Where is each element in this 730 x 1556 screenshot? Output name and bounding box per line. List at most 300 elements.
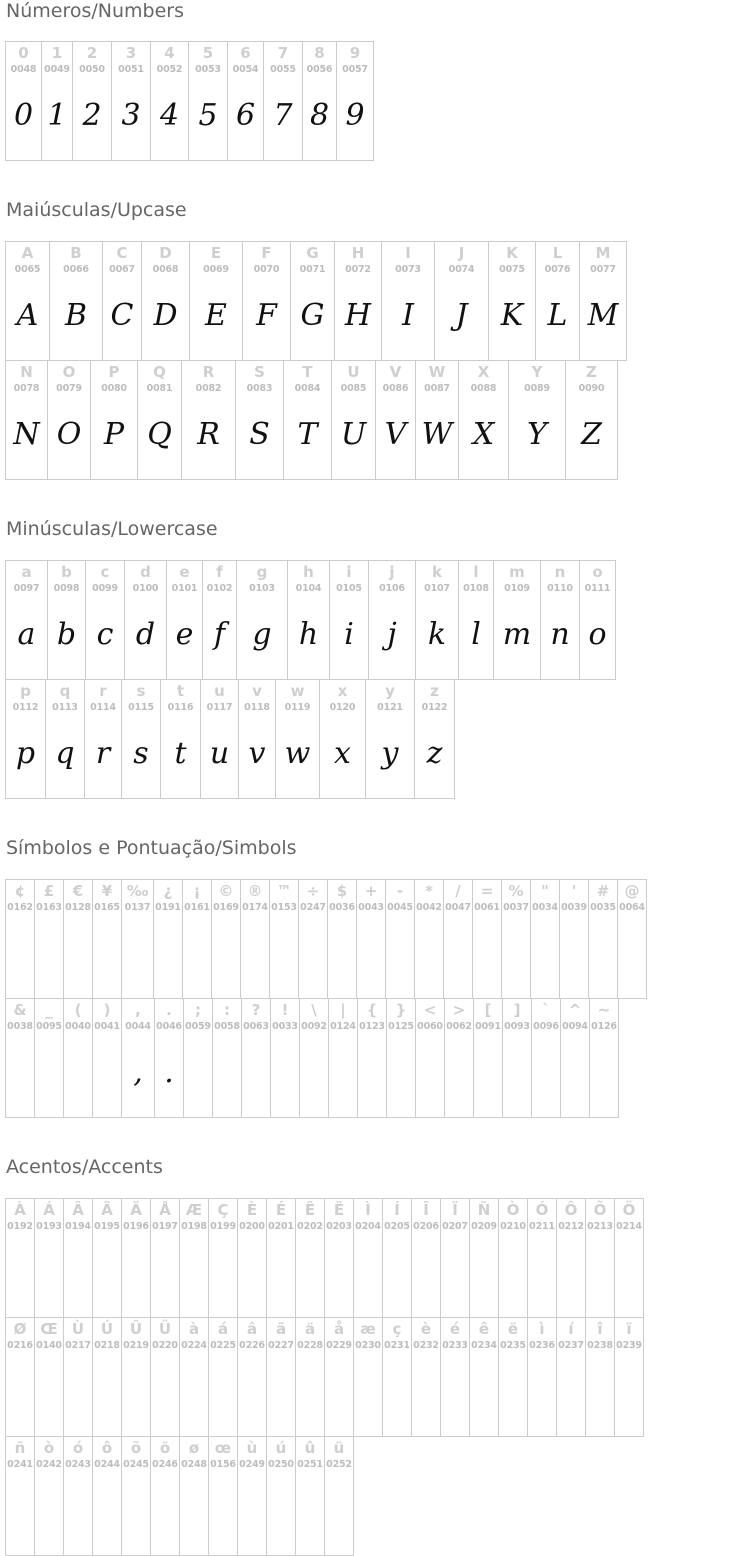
char-code: 0102 [206,583,233,594]
glyph-cell [327,879,357,999]
font-glyph-sample: m [502,617,532,652]
font-glyph-sample: l [471,617,481,652]
glyph-cell [34,1436,64,1556]
glyph-cell [270,998,300,1118]
char-code: 0036 [329,902,355,913]
glyph-cell [585,1317,615,1437]
reference-char: ã [275,1320,287,1338]
reference-char: a [21,563,32,581]
font-glyph-sample: p [15,736,36,771]
char-code: 0078 [13,383,40,394]
char-code: 0234 [471,1340,497,1351]
reference-char: | [340,1001,346,1019]
char-code: 0076 [544,264,571,275]
glyph-cell [241,998,271,1118]
font-glyph-sample: X [472,417,495,452]
reference-char: ü [333,1439,345,1457]
glyph-cell [179,1436,209,1556]
font-glyph-sample: A [16,298,39,333]
reference-char: ¢ [14,882,26,900]
glyph-cell [72,41,112,161]
char-code: 0055 [270,64,296,75]
reference-char: r [99,682,107,700]
glyph-cell [269,879,299,999]
glyph-cell [141,241,190,361]
char-code: 0094 [562,1021,588,1032]
char-code: 0048 [10,64,37,75]
reference-char: _ [45,1001,53,1019]
font-glyph-sample: F [256,298,277,333]
reference-char: , [135,1001,141,1019]
char-code: 0123 [359,1021,385,1032]
char-code: 0211 [529,1221,555,1232]
glyph-cell [121,1198,151,1318]
char-code: 0064 [619,902,645,913]
reference-char: & [13,1001,27,1019]
glyph-cell [237,1198,267,1318]
reference-char: ¥ [101,882,113,900]
reference-char: Ê [304,1201,316,1219]
char-code: 0245 [123,1459,149,1470]
reference-char: Æ [185,1201,203,1219]
reference-char: Á [43,1201,55,1219]
font-glyph-sample: a [17,617,36,652]
char-code: 0174 [242,902,268,913]
reference-char: Å [159,1201,171,1219]
char-code: 0198 [181,1221,207,1232]
reference-char: ó [72,1439,84,1457]
reference-char: 9 [349,44,361,62]
char-code: 0073 [395,264,421,275]
glyph-cell [208,1317,238,1437]
char-code: 0163 [36,902,62,913]
reference-char: æ [360,1320,376,1338]
glyph-cell [565,360,618,480]
font-glyph-sample: Z [581,417,602,452]
glyph-cell [540,560,580,680]
reference-char: 5 [202,44,214,62]
glyph-cell [275,679,320,799]
font-glyph-sample: N [13,417,40,452]
char-code: 0126 [591,1021,617,1032]
reference-char: ] [513,1001,521,1019]
char-code: 0090 [578,383,605,394]
glyph-cell [5,1198,35,1318]
char-code: 0156 [210,1459,236,1470]
char-code: 0054 [232,64,259,75]
glyph-cell [179,1317,209,1437]
reference-char: ò [43,1439,55,1457]
glyph-cell [121,679,161,799]
char-code: 0124 [330,1021,356,1032]
glyph-cell [357,998,387,1118]
reference-char: Ú [100,1320,114,1338]
char-code: 0058 [214,1021,240,1032]
char-code: 0103 [249,583,275,594]
reference-char: È [246,1201,258,1219]
reference-char: E [210,244,222,262]
section-title-accents: Acentos/Accents [6,1156,163,1178]
reference-char: © [218,882,234,900]
glyph-cell [227,41,264,161]
glyph-row [5,41,373,161]
char-code: 0191 [155,902,181,913]
reference-char: ö [159,1439,171,1457]
reference-char: 8 [314,44,325,62]
char-code: 0217 [65,1340,91,1351]
glyph-cell [559,879,589,999]
glyph-cell [356,879,386,999]
reference-char: õ [130,1439,142,1457]
font-glyph-sample: 0 [13,98,34,133]
char-code: 0080 [101,383,127,394]
char-code: 0197 [152,1221,178,1232]
glyph-cell [92,1436,122,1556]
font-glyph-sample: J [455,298,468,333]
glyph-cell [382,1317,412,1437]
glyph-cell [5,1317,35,1437]
char-code: 0243 [65,1459,91,1470]
font-glyph-sample: 8 [309,98,330,133]
reference-char: J [458,244,465,262]
glyph-cell [5,241,50,361]
glyph-cell [440,1198,470,1318]
glyph-cell [414,679,455,799]
reference-char: w [290,682,305,700]
char-code: 0051 [118,64,144,75]
char-code: 0209 [471,1221,497,1232]
reference-char: œ [214,1439,232,1457]
char-code: 0239 [616,1340,642,1351]
font-glyph-sample: u [209,736,230,771]
glyph-row [5,679,454,799]
reference-char: ë [507,1320,519,1338]
glyph-cell [263,41,303,161]
char-code: 0101 [171,583,198,594]
char-code: 0230 [355,1340,381,1351]
glyph-cell [295,1436,325,1556]
glyph-cell [469,1198,499,1318]
glyph-cell [444,998,474,1118]
char-code: 0052 [156,64,183,75]
char-code: 0226 [239,1340,265,1351]
glyph-cell [150,1317,180,1437]
char-code: 0097 [13,583,40,594]
char-code: 0200 [239,1221,265,1232]
glyph-cell [63,879,93,999]
font-glyph-sample: 5 [198,98,218,133]
reference-char: L [552,244,563,262]
reference-char: ; [195,1001,201,1019]
reference-char: ® [247,882,263,900]
section-title-numbers: Números/Numbers [6,0,184,22]
font-glyph-sample: O [56,417,82,452]
reference-char: ì [539,1320,545,1338]
glyph-cell [235,360,284,480]
char-code: 0075 [499,264,525,275]
char-code: 0057 [342,64,368,75]
reference-char: ¿ [163,882,173,900]
reference-char: ú [275,1439,287,1457]
glyph-cell [242,241,291,361]
glyph-cell [324,1317,354,1437]
glyph-cell [45,679,85,799]
char-code: 0241 [7,1459,33,1470]
glyph-row [5,998,618,1118]
char-code: 0065 [14,264,41,275]
reference-char: ¡ [193,882,201,900]
reference-char: S [254,363,265,381]
reference-char: D [159,244,172,262]
char-code: 0229 [326,1340,352,1351]
glyph-cell [208,1436,238,1556]
glyph-cell [85,560,125,680]
glyph-row [5,1198,643,1318]
glyph-cell [92,1317,122,1437]
glyph-cell [63,998,93,1118]
font-glyph-sample: n [550,617,570,652]
glyph-cell [415,998,445,1118]
char-code: 0060 [417,1021,443,1032]
reference-char: % [508,882,524,900]
char-code: 0056 [306,64,333,75]
font-glyph-sample: f [213,617,226,652]
char-code: 0216 [7,1340,33,1351]
reference-char: A [21,244,34,262]
reference-char: ‰ [126,882,149,900]
glyph-cell [5,1436,35,1556]
char-code: 0224 [181,1340,207,1351]
char-code: 0121 [377,702,403,713]
font-glyph-sample: y [381,736,399,771]
glyph-cell [84,679,122,799]
reference-char: k [432,563,442,581]
reference-char: Ã [101,1201,113,1219]
char-code: 0238 [587,1340,613,1351]
glyph-cell [440,1317,470,1437]
glyph-cell [295,1198,325,1318]
glyph-cell [501,879,531,999]
glyph-cell [535,241,580,361]
char-code: 0219 [123,1340,149,1351]
reference-char: é [449,1320,461,1338]
reference-char: 0 [18,44,29,62]
char-code: 0113 [52,702,78,713]
glyph-cell [473,998,503,1118]
font-glyph-sample: c [96,617,114,652]
font-glyph-sample: E [205,298,227,333]
glyph-cell [319,679,366,799]
glyph-cell [49,241,103,361]
char-code: 0248 [181,1459,207,1470]
reference-char: \ [311,1001,317,1019]
reference-char: b [61,563,72,581]
font-glyph-sample: e [175,617,194,652]
reference-char: ñ [14,1439,26,1457]
char-code: 0232 [413,1340,439,1351]
glyph-cell [266,1436,296,1556]
char-code: 0206 [413,1221,439,1232]
char-code: 0100 [132,583,159,594]
glyph-cell [160,679,201,799]
font-glyph-sample: s [133,736,149,771]
char-code: 0109 [504,583,530,594]
char-code: 0047 [445,902,471,913]
reference-char: x [337,682,348,700]
glyph-cell [385,879,415,999]
glyph-cell [92,879,122,999]
reference-char: Ñ [477,1201,491,1219]
glyph-cell [283,360,332,480]
font-glyph-sample: T [297,417,318,452]
reference-char: Ç [217,1201,229,1219]
glyph-cell [188,41,228,161]
char-code: 0046 [156,1021,182,1032]
reference-char: N [20,363,33,381]
glyph-cell [579,560,616,680]
font-glyph-sample: v [248,736,266,771]
font-glyph-sample: K [500,298,524,333]
reference-char: + [364,882,378,900]
font-glyph-sample: D [153,298,178,333]
char-code: 0220 [152,1340,178,1351]
font-glyph-sample: i [344,617,354,652]
glyph-cell [121,879,154,999]
reference-char: ) [103,1001,111,1019]
char-code: 0214 [616,1221,642,1232]
reference-char: Œ [40,1320,58,1338]
reference-char: à [188,1320,200,1338]
glyph-cell [150,1436,180,1556]
glyph-cell [469,1317,499,1437]
reference-char: I [405,244,411,262]
reference-char: 6 [240,44,251,62]
font-glyph-sample: R [197,417,220,452]
glyph-row [5,879,646,999]
font-glyph-sample: 7 [273,98,293,133]
char-code: 0116 [167,702,194,713]
reference-char: $ [336,882,348,900]
glyph-cell [458,360,509,480]
glyph-cell [208,1198,238,1318]
reference-char: ™ [276,882,292,900]
char-code: 0195 [94,1221,120,1232]
reference-char: è [420,1320,432,1338]
char-code: 0111 [584,583,611,594]
char-code: 0233 [442,1340,468,1351]
glyph-cell [189,241,243,361]
glyph-cell [200,679,239,799]
glyph-cell [63,1317,93,1437]
reference-char: h [303,563,314,581]
glyph-cell [614,1198,644,1318]
char-code: 0251 [297,1459,323,1470]
char-code: 0218 [94,1340,120,1351]
char-code: 0235 [500,1340,526,1351]
font-glyph-sample: P [103,417,125,452]
char-code: 0250 [268,1459,294,1470]
reference-char: Ë [333,1201,345,1219]
glyph-cell [302,41,337,161]
glyph-cell [287,560,330,680]
reference-char: n [554,563,566,581]
glyph-cell [498,1317,528,1437]
font-glyph-sample: L [547,298,568,333]
glyph-cell [415,560,459,680]
char-code: 0083 [246,383,273,394]
reference-char: e [179,563,190,581]
char-code: 0088 [470,383,497,394]
reference-char: 1 [51,44,63,62]
reference-char: 2 [86,44,98,62]
glyph-cell [182,879,212,999]
font-glyph-sample: Y [527,417,547,452]
reference-char: ! [281,1001,289,1019]
reference-char: Ì [365,1201,371,1219]
reference-char: É [275,1201,287,1219]
char-code: 0062 [446,1021,472,1032]
reference-char: U [347,363,360,381]
reference-char: ä [304,1320,316,1338]
font-glyph-sample: j [387,617,397,652]
glyph-cell [5,41,42,161]
char-code: 0059 [185,1021,211,1032]
reference-char: ? [251,1001,261,1019]
font-glyph-sample: h [298,617,319,652]
glyph-cell [63,1436,93,1556]
glyph-cell [560,998,590,1118]
reference-char: Ô [564,1201,578,1219]
char-code: 0107 [424,583,450,594]
glyph-cell [111,41,151,161]
reference-char: M [595,244,611,262]
glyph-cell [382,1198,412,1318]
glyph-cell [334,241,382,361]
glyph-cell [41,41,73,161]
glyph-cell [614,1317,644,1437]
char-code: 0114 [90,702,116,713]
glyph-cell [375,360,416,480]
glyph-cell [328,998,358,1118]
reference-char: ^ [568,1001,582,1019]
char-code: 0093 [504,1021,530,1032]
reference-char: ç [392,1320,402,1338]
char-code: 0039 [561,902,587,913]
font-glyph-sample: k [427,617,447,652]
reference-char: Â [72,1201,84,1219]
glyph-cell [411,1198,441,1318]
glyph-cell [588,879,618,999]
reference-char: W [428,363,446,381]
glyph-cell [181,360,236,480]
reference-char: 4 [164,44,175,62]
char-code: 0201 [268,1221,294,1232]
reference-char: g [256,563,268,581]
char-code: 0084 [294,383,321,394]
font-glyph-sample: 3 [121,98,141,133]
reference-char: R [202,363,215,381]
reference-char: B [70,244,82,262]
char-code: 0252 [326,1459,352,1470]
font-glyph-sample: H [344,298,372,333]
char-code: 0089 [524,383,550,394]
char-code: 0140 [36,1340,62,1351]
glyph-cell [531,998,561,1118]
reference-char: â [246,1320,258,1338]
reference-char: ï [626,1320,632,1338]
char-code: 0043 [358,902,384,913]
char-code: 0202 [297,1221,323,1232]
